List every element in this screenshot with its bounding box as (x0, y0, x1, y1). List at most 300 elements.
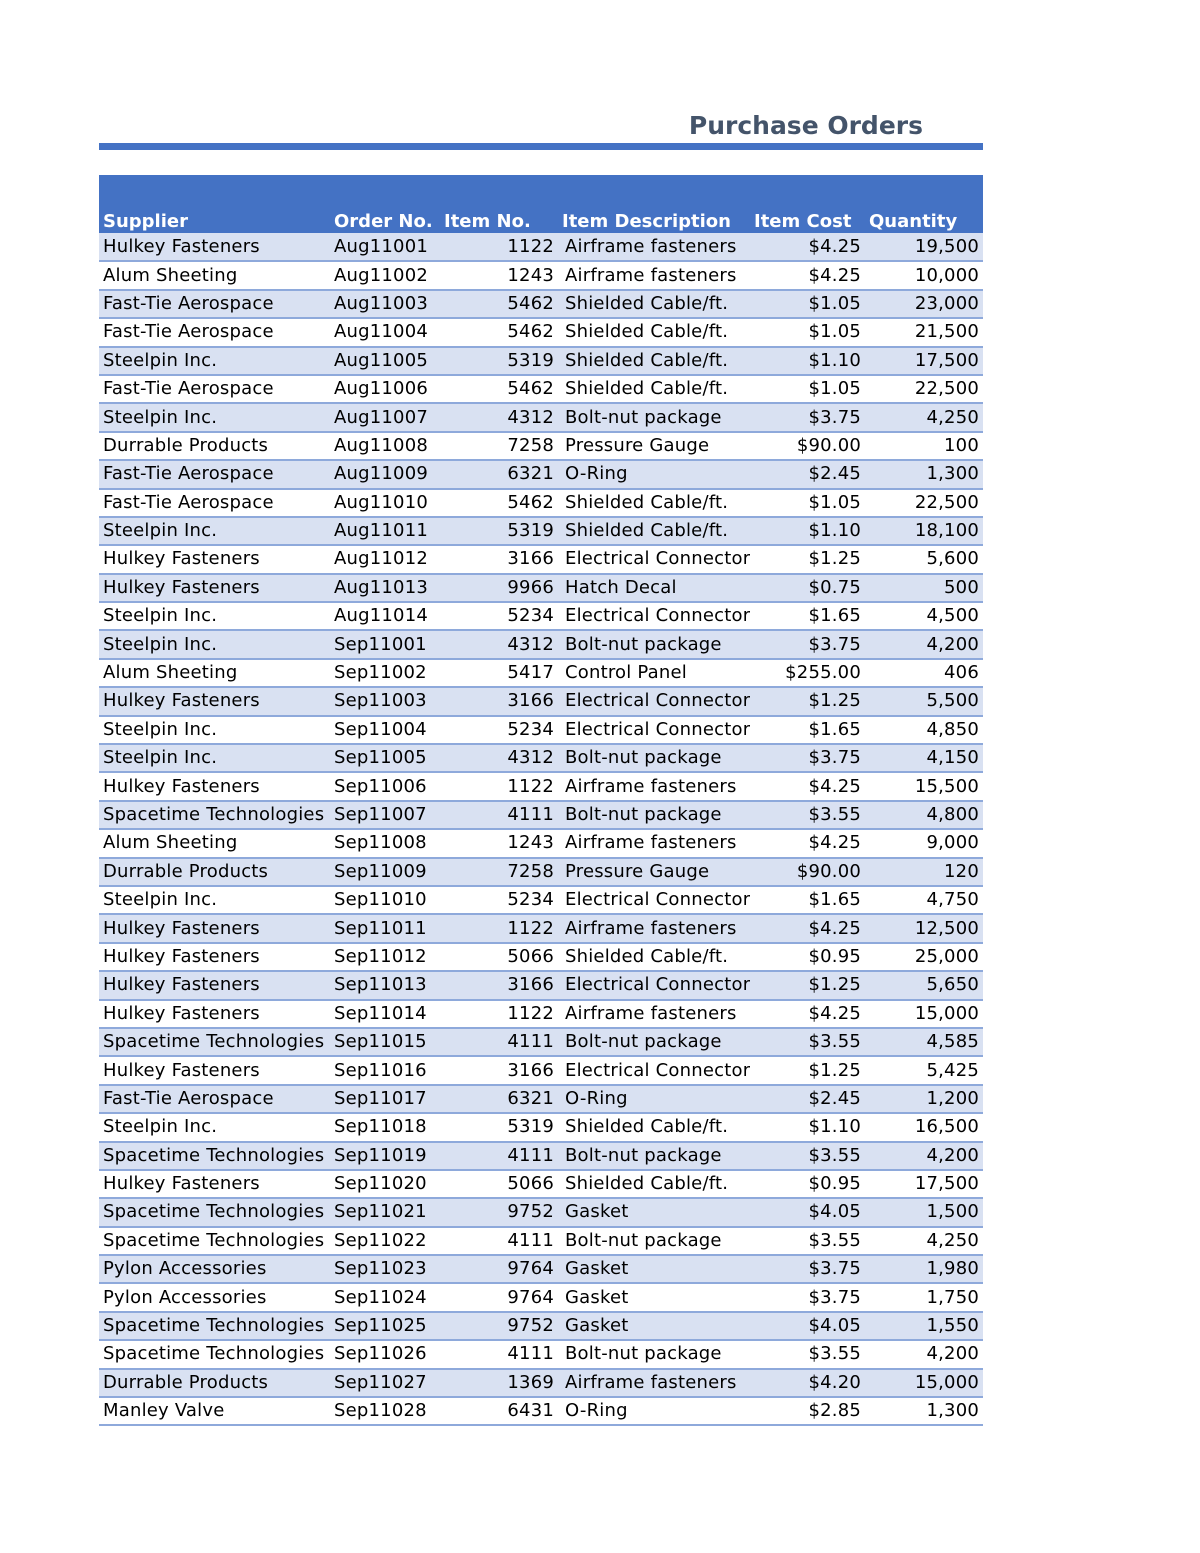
cell-item-cost[interactable]: $1.05 (750, 489, 865, 517)
cell-order-no[interactable]: Sep11004 (330, 716, 440, 744)
table-row (99, 687, 983, 715)
cell-item-no[interactable]: 7258 (440, 432, 558, 460)
cell-item-no[interactable]: 5462 (440, 489, 558, 517)
cell-item-cost[interactable]: $1.05 (750, 290, 865, 318)
cell-item-no[interactable]: 9966 (440, 574, 558, 602)
cell-item-no[interactable]: 5066 (440, 1170, 558, 1198)
cell-item-description[interactable]: Gasket (558, 1198, 750, 1226)
table-row (99, 347, 983, 375)
table-row (99, 772, 983, 800)
table-row (99, 1255, 983, 1283)
header-order-no[interactable]: Order No. (334, 211, 433, 232)
purchase-orders-table (99, 175, 983, 1426)
cell-item-cost[interactable]: $4.20 (750, 1369, 865, 1397)
cell-quantity[interactable]: 12,500 (865, 914, 983, 942)
table-row (99, 829, 983, 857)
cell-item-no[interactable]: 6431 (440, 1397, 558, 1425)
cell-order-no[interactable]: Aug11014 (330, 602, 440, 630)
cell-item-cost[interactable]: $1.65 (750, 886, 865, 914)
cell-item-no[interactable]: 5234 (440, 886, 558, 914)
cell-item-no[interactable]: 4111 (440, 1227, 558, 1255)
cell-supplier[interactable]: Alum Sheeting (99, 261, 330, 289)
cell-item-description[interactable]: Shielded Cable/ft. (558, 489, 750, 517)
title-rule (99, 143, 983, 150)
cell-quantity[interactable]: 5,600 (865, 545, 983, 573)
cell-item-cost[interactable]: $3.55 (750, 1028, 865, 1056)
cell-order-no[interactable]: Sep11028 (330, 1397, 440, 1425)
cell-item-description[interactable]: Electrical Connector (558, 687, 750, 715)
cell-order-no[interactable]: Sep11023 (330, 1255, 440, 1283)
table-row (99, 1283, 983, 1311)
cell-item-cost[interactable]: $0.95 (750, 1170, 865, 1198)
cell-quantity[interactable]: 4,150 (865, 744, 983, 772)
cell-item-no[interactable]: 4312 (440, 403, 558, 431)
cell-order-no[interactable]: Sep11022 (330, 1227, 440, 1255)
cell-item-description[interactable]: Shielded Cable/ft. (558, 375, 750, 403)
cell-item-description[interactable]: O-Ring (558, 1397, 750, 1425)
cell-supplier[interactable]: Steelpin Inc. (99, 716, 330, 744)
cell-quantity[interactable]: 4,500 (865, 602, 983, 630)
cell-item-no[interactable]: 1122 (440, 233, 558, 261)
cell-item-description[interactable]: Bolt-nut package (558, 801, 750, 829)
cell-supplier[interactable]: Hulkey Fasteners (99, 971, 330, 999)
cell-item-cost[interactable]: $255.00 (750, 659, 865, 687)
cell-item-description[interactable]: Control Panel (558, 659, 750, 687)
cell-supplier[interactable]: Spacetime Technologies (99, 1312, 330, 1340)
cell-order-no[interactable]: Sep11015 (330, 1028, 440, 1056)
header-supplier[interactable]: Supplier (103, 211, 188, 232)
cell-item-no[interactable]: 1122 (440, 772, 558, 800)
cell-supplier[interactable]: Spacetime Technologies (99, 1028, 330, 1056)
cell-supplier[interactable]: Spacetime Technologies (99, 1340, 330, 1368)
cell-item-cost[interactable]: $1.65 (750, 716, 865, 744)
cell-item-no[interactable]: 6321 (440, 1085, 558, 1113)
cell-item-cost[interactable]: $1.05 (750, 375, 865, 403)
cell-quantity[interactable]: 4,585 (865, 1028, 983, 1056)
cell-item-description[interactable]: Shielded Cable/ft. (558, 318, 750, 346)
cell-item-no[interactable]: 4111 (440, 1340, 558, 1368)
cell-item-cost[interactable]: $3.75 (750, 744, 865, 772)
cell-item-cost[interactable]: $4.25 (750, 829, 865, 857)
cell-item-description[interactable]: Shielded Cable/ft. (558, 1170, 750, 1198)
table-row (99, 489, 983, 517)
cell-quantity[interactable]: 21,500 (865, 318, 983, 346)
cell-order-no[interactable]: Sep11003 (330, 687, 440, 715)
cell-order-no[interactable]: Sep11006 (330, 772, 440, 800)
table-row (99, 574, 983, 602)
cell-item-cost[interactable]: $3.55 (750, 801, 865, 829)
cell-order-no[interactable]: Sep11005 (330, 744, 440, 772)
cell-quantity[interactable]: 4,200 (865, 1340, 983, 1368)
cell-item-cost[interactable]: $1.25 (750, 687, 865, 715)
cell-order-no[interactable]: Aug11005 (330, 347, 440, 375)
cell-item-description[interactable]: Airframe fasteners (558, 1000, 750, 1028)
cell-item-cost[interactable]: $2.45 (750, 1085, 865, 1113)
cell-quantity[interactable]: 25,000 (865, 943, 983, 971)
cell-item-no[interactable]: 5462 (440, 290, 558, 318)
cell-quantity[interactable]: 1,500 (865, 1198, 983, 1226)
cell-item-description[interactable]: Airframe fasteners (558, 1369, 750, 1397)
cell-order-no[interactable]: Sep11025 (330, 1312, 440, 1340)
cell-quantity[interactable]: 1,300 (865, 460, 983, 488)
cell-quantity[interactable]: 1,550 (865, 1312, 983, 1340)
cell-supplier[interactable]: Steelpin Inc. (99, 602, 330, 630)
cell-item-description[interactable]: Airframe fasteners (558, 233, 750, 261)
cell-item-cost[interactable]: $1.10 (750, 1113, 865, 1141)
cell-item-cost[interactable]: $2.85 (750, 1397, 865, 1425)
cell-supplier[interactable]: Spacetime Technologies (99, 1227, 330, 1255)
cell-item-description[interactable]: Electrical Connector (558, 886, 750, 914)
table-row (99, 432, 983, 460)
cell-quantity[interactable]: 18,100 (865, 517, 983, 545)
cell-item-description[interactable]: Airframe fasteners (558, 772, 750, 800)
cell-item-description[interactable]: Shielded Cable/ft. (558, 1113, 750, 1141)
cell-quantity[interactable]: 120 (865, 858, 983, 886)
table-row (99, 744, 983, 772)
cell-quantity[interactable]: 4,250 (865, 403, 983, 431)
table-row (99, 1113, 983, 1141)
table-header (99, 175, 983, 233)
cell-quantity[interactable]: 4,750 (865, 886, 983, 914)
cell-item-no[interactable]: 7258 (440, 858, 558, 886)
cell-order-no[interactable]: Aug11002 (330, 261, 440, 289)
cell-item-description[interactable]: O-Ring (558, 460, 750, 488)
cell-item-cost[interactable]: $4.25 (750, 914, 865, 942)
cell-item-description[interactable]: Bolt-nut package (558, 403, 750, 431)
cell-order-no[interactable]: Aug11006 (330, 375, 440, 403)
cell-item-cost[interactable]: $1.05 (750, 318, 865, 346)
table-row (99, 517, 983, 545)
cell-order-no[interactable]: Sep11014 (330, 1000, 440, 1028)
cell-item-description[interactable]: Electrical Connector (558, 545, 750, 573)
cell-quantity[interactable]: 23,000 (865, 290, 983, 318)
cell-quantity[interactable]: 22,500 (865, 375, 983, 403)
cell-order-no[interactable]: Sep11013 (330, 971, 440, 999)
cell-quantity[interactable]: 500 (865, 574, 983, 602)
cell-order-no[interactable]: Aug11010 (330, 489, 440, 517)
cell-order-no[interactable]: Sep11026 (330, 1340, 440, 1368)
cell-item-cost[interactable]: $1.25 (750, 545, 865, 573)
cell-item-no[interactable]: 5066 (440, 943, 558, 971)
cell-item-cost[interactable]: $3.75 (750, 1255, 865, 1283)
cell-supplier[interactable]: Steelpin Inc. (99, 403, 330, 431)
cell-order-no[interactable]: Sep11019 (330, 1142, 440, 1170)
cell-supplier[interactable]: Durrable Products (99, 432, 330, 460)
cell-supplier[interactable]: Steelpin Inc. (99, 517, 330, 545)
cell-item-no[interactable]: 9764 (440, 1255, 558, 1283)
cell-order-no[interactable]: Sep11012 (330, 943, 440, 971)
table-row (99, 1397, 983, 1425)
cell-item-description[interactable]: Bolt-nut package (558, 630, 750, 658)
cell-supplier[interactable]: Fast-Tie Aerospace (99, 460, 330, 488)
cell-item-no[interactable]: 1243 (440, 261, 558, 289)
cell-item-description[interactable]: Gasket (558, 1312, 750, 1340)
cell-item-no[interactable]: 4111 (440, 1028, 558, 1056)
cell-quantity[interactable]: 5,500 (865, 687, 983, 715)
cell-item-description[interactable]: Gasket (558, 1283, 750, 1311)
cell-order-no[interactable]: Aug11013 (330, 574, 440, 602)
cell-item-no[interactable]: 1122 (440, 1000, 558, 1028)
cell-item-cost[interactable]: $4.25 (750, 1000, 865, 1028)
cell-supplier[interactable]: Hulkey Fasteners (99, 687, 330, 715)
cell-item-description[interactable]: Shielded Cable/ft. (558, 290, 750, 318)
cell-item-cost[interactable]: $3.55 (750, 1340, 865, 1368)
cell-item-cost[interactable]: $4.25 (750, 772, 865, 800)
cell-quantity[interactable]: 100 (865, 432, 983, 460)
cell-quantity[interactable]: 15,500 (865, 772, 983, 800)
header-row (99, 175, 983, 233)
table-row (99, 375, 983, 403)
table-row (99, 1028, 983, 1056)
cell-item-cost[interactable]: $1.10 (750, 347, 865, 375)
cell-item-no[interactable]: 5234 (440, 716, 558, 744)
cell-item-description[interactable]: Pressure Gauge (558, 432, 750, 460)
cell-item-cost[interactable]: $2.45 (750, 460, 865, 488)
cell-order-no[interactable]: Aug11007 (330, 403, 440, 431)
cell-quantity[interactable]: 4,200 (865, 1142, 983, 1170)
cell-quantity[interactable]: 22,500 (865, 489, 983, 517)
cell-quantity[interactable]: 4,250 (865, 1227, 983, 1255)
header-item-cost[interactable]: Item Cost (754, 211, 852, 232)
cell-item-cost[interactable]: $1.65 (750, 602, 865, 630)
cell-quantity[interactable]: 16,500 (865, 1113, 983, 1141)
table-row (99, 261, 983, 289)
table-body (99, 233, 983, 1425)
cell-order-no[interactable]: Sep11008 (330, 829, 440, 857)
cell-item-cost[interactable]: $4.25 (750, 233, 865, 261)
cell-item-description[interactable]: Shielded Cable/ft. (558, 943, 750, 971)
cell-item-no[interactable]: 5319 (440, 347, 558, 375)
cell-order-no[interactable]: Sep11011 (330, 914, 440, 942)
cell-order-no[interactable]: Sep11002 (330, 659, 440, 687)
cell-supplier[interactable]: Hulkey Fasteners (99, 233, 330, 261)
cell-supplier[interactable]: Alum Sheeting (99, 659, 330, 687)
cell-item-description[interactable]: Shielded Cable/ft. (558, 517, 750, 545)
cell-item-description[interactable]: Electrical Connector (558, 971, 750, 999)
cell-item-no[interactable]: 3166 (440, 971, 558, 999)
cell-supplier[interactable]: Steelpin Inc. (99, 347, 330, 375)
cell-supplier[interactable]: Hulkey Fasteners (99, 1000, 330, 1028)
cell-item-description[interactable]: Airframe fasteners (558, 829, 750, 857)
cell-item-no[interactable]: 6321 (440, 460, 558, 488)
cell-quantity[interactable]: 4,850 (865, 716, 983, 744)
table-row (99, 659, 983, 687)
cell-item-cost[interactable]: $3.75 (750, 1283, 865, 1311)
cell-order-no[interactable]: Aug11011 (330, 517, 440, 545)
cell-quantity[interactable]: 9,000 (865, 829, 983, 857)
cell-item-no[interactable]: 5462 (440, 375, 558, 403)
cell-item-no[interactable]: 1122 (440, 914, 558, 942)
table-row (99, 545, 983, 573)
cell-item-cost[interactable]: $4.25 (750, 261, 865, 289)
cell-quantity[interactable]: 5,650 (865, 971, 983, 999)
cell-item-no[interactable]: 3166 (440, 1056, 558, 1084)
table-row (99, 914, 983, 942)
cell-item-description[interactable]: Bolt-nut package (558, 1340, 750, 1368)
table-row (99, 318, 983, 346)
cell-item-no[interactable]: 9752 (440, 1198, 558, 1226)
cell-item-description[interactable]: O-Ring (558, 1085, 750, 1113)
cell-quantity[interactable]: 15,000 (865, 1000, 983, 1028)
cell-order-no[interactable]: Aug11008 (330, 432, 440, 460)
cell-supplier[interactable]: Durrable Products (99, 1369, 330, 1397)
cell-supplier[interactable]: Fast-Tie Aerospace (99, 318, 330, 346)
header-quantity[interactable]: Quantity (869, 211, 958, 232)
table-row (99, 1369, 983, 1397)
cell-order-no[interactable]: Aug11004 (330, 318, 440, 346)
cell-supplier[interactable]: Hulkey Fasteners (99, 1170, 330, 1198)
cell-item-description[interactable]: Airframe fasteners (558, 261, 750, 289)
cell-item-cost[interactable]: $1.25 (750, 971, 865, 999)
cell-supplier[interactable]: Fast-Tie Aerospace (99, 1085, 330, 1113)
cell-quantity[interactable]: 4,200 (865, 630, 983, 658)
cell-supplier[interactable]: Spacetime Technologies (99, 1198, 330, 1226)
table-row (99, 1142, 983, 1170)
cell-item-no[interactable]: 4111 (440, 1142, 558, 1170)
cell-item-description[interactable]: Pressure Gauge (558, 858, 750, 886)
cell-item-cost[interactable]: $3.75 (750, 630, 865, 658)
cell-order-no[interactable]: Aug11012 (330, 545, 440, 573)
cell-quantity[interactable]: 1,300 (865, 1397, 983, 1425)
cell-supplier[interactable]: Hulkey Fasteners (99, 545, 330, 573)
cell-supplier[interactable]: Fast-Tie Aerospace (99, 489, 330, 517)
table-row (99, 1170, 983, 1198)
cell-item-description[interactable]: Bolt-nut package (558, 744, 750, 772)
cell-item-cost[interactable]: $0.75 (750, 574, 865, 602)
cell-item-no[interactable]: 9764 (440, 1283, 558, 1311)
cell-quantity[interactable]: 1,200 (865, 1085, 983, 1113)
cell-supplier[interactable]: Pylon Accessories (99, 1283, 330, 1311)
cell-quantity[interactable]: 17,500 (865, 1170, 983, 1198)
cell-supplier[interactable]: Hulkey Fasteners (99, 1056, 330, 1084)
table-row (99, 943, 983, 971)
cell-order-no[interactable]: Sep11018 (330, 1113, 440, 1141)
cell-item-no[interactable]: 1369 (440, 1369, 558, 1397)
cell-order-no[interactable]: Sep11009 (330, 858, 440, 886)
table-row (99, 1085, 983, 1113)
cell-supplier[interactable]: Steelpin Inc. (99, 1113, 330, 1141)
table-row (99, 886, 983, 914)
cell-supplier[interactable]: Hulkey Fasteners (99, 943, 330, 971)
cell-order-no[interactable]: Aug11003 (330, 290, 440, 318)
cell-item-description[interactable]: Shielded Cable/ft. (558, 347, 750, 375)
table-row (99, 1340, 983, 1368)
cell-order-no[interactable]: Sep11010 (330, 886, 440, 914)
header-item-no[interactable]: Item No. (444, 211, 531, 232)
cell-item-description[interactable]: Gasket (558, 1255, 750, 1283)
cell-quantity[interactable]: 1,980 (865, 1255, 983, 1283)
cell-item-cost[interactable]: $3.55 (750, 1142, 865, 1170)
cell-order-no[interactable]: Sep11001 (330, 630, 440, 658)
purchase-orders-table-container (99, 175, 983, 1426)
cell-item-no[interactable]: 5234 (440, 602, 558, 630)
cell-item-description[interactable]: Bolt-nut package (558, 1142, 750, 1170)
cell-order-no[interactable]: Aug11001 (330, 233, 440, 261)
table-row (99, 602, 983, 630)
cell-quantity[interactable]: 4,800 (865, 801, 983, 829)
cell-item-description[interactable]: Electrical Connector (558, 716, 750, 744)
cell-item-cost[interactable]: $90.00 (750, 432, 865, 460)
cell-item-description[interactable]: Electrical Connector (558, 602, 750, 630)
cell-item-cost[interactable]: $4.05 (750, 1198, 865, 1226)
cell-item-cost[interactable]: $1.25 (750, 1056, 865, 1084)
table-row (99, 460, 983, 488)
cell-item-no[interactable]: 4111 (440, 801, 558, 829)
cell-order-no[interactable]: Sep11007 (330, 801, 440, 829)
cell-supplier[interactable]: Hulkey Fasteners (99, 914, 330, 942)
cell-item-no[interactable]: 3166 (440, 545, 558, 573)
cell-order-no[interactable]: Sep11016 (330, 1056, 440, 1084)
cell-item-cost[interactable]: $0.95 (750, 943, 865, 971)
cell-item-no[interactable]: 5319 (440, 517, 558, 545)
cell-item-no[interactable]: 4312 (440, 744, 558, 772)
cell-supplier[interactable]: Alum Sheeting (99, 829, 330, 857)
cell-supplier[interactable]: Spacetime Technologies (99, 801, 330, 829)
table-row (99, 233, 983, 261)
cell-item-no[interactable]: 1243 (440, 829, 558, 857)
cell-item-no[interactable]: 3166 (440, 687, 558, 715)
cell-item-cost[interactable]: $1.10 (750, 517, 865, 545)
cell-order-no[interactable]: Sep11021 (330, 1198, 440, 1226)
cell-supplier[interactable]: Spacetime Technologies (99, 1142, 330, 1170)
cell-supplier[interactable]: Fast-Tie Aerospace (99, 290, 330, 318)
cell-order-no[interactable]: Aug11009 (330, 460, 440, 488)
cell-order-no[interactable]: Sep11017 (330, 1085, 440, 1113)
cell-supplier[interactable]: Manley Valve (99, 1397, 330, 1425)
cell-supplier[interactable]: Fast-Tie Aerospace (99, 375, 330, 403)
cell-supplier[interactable]: Steelpin Inc. (99, 886, 330, 914)
cell-item-no[interactable]: 4312 (440, 630, 558, 658)
cell-supplier[interactable]: Steelpin Inc. (99, 744, 330, 772)
cell-item-no[interactable]: 5462 (440, 318, 558, 346)
header-item-description[interactable]: Item Description (562, 211, 731, 232)
cell-item-cost[interactable]: $90.00 (750, 858, 865, 886)
cell-quantity[interactable]: 19,500 (865, 233, 983, 261)
cell-supplier[interactable]: Pylon Accessories (99, 1255, 330, 1283)
cell-item-description[interactable]: Electrical Connector (558, 1056, 750, 1084)
cell-quantity[interactable]: 15,000 (865, 1369, 983, 1397)
cell-supplier[interactable]: Durrable Products (99, 858, 330, 886)
cell-item-no[interactable]: 9752 (440, 1312, 558, 1340)
cell-quantity[interactable]: 1,750 (865, 1283, 983, 1311)
table-row (99, 1000, 983, 1028)
cell-supplier[interactable]: Steelpin Inc. (99, 630, 330, 658)
cell-item-description[interactable]: Bolt-nut package (558, 1227, 750, 1255)
cell-item-no[interactable]: 5417 (440, 659, 558, 687)
table-row (99, 971, 983, 999)
cell-item-description[interactable]: Hatch Decal (558, 574, 750, 602)
table-row (99, 290, 983, 318)
cell-item-description[interactable]: Bolt-nut package (558, 1028, 750, 1056)
cell-quantity[interactable]: 5,425 (865, 1056, 983, 1084)
page-title: Purchase Orders (688, 111, 923, 140)
cell-item-cost[interactable]: $3.55 (750, 1227, 865, 1255)
cell-quantity[interactable]: 406 (865, 659, 983, 687)
cell-order-no[interactable]: Sep11027 (330, 1369, 440, 1397)
cell-quantity[interactable]: 10,000 (865, 261, 983, 289)
cell-item-cost[interactable]: $4.05 (750, 1312, 865, 1340)
cell-supplier[interactable]: Hulkey Fasteners (99, 772, 330, 800)
table-row (99, 716, 983, 744)
table-row (99, 1198, 983, 1226)
cell-supplier[interactable]: Hulkey Fasteners (99, 574, 330, 602)
cell-order-no[interactable]: Sep11024 (330, 1283, 440, 1311)
cell-order-no[interactable]: Sep11020 (330, 1170, 440, 1198)
cell-item-cost[interactable]: $3.75 (750, 403, 865, 431)
cell-item-no[interactable]: 5319 (440, 1113, 558, 1141)
cell-item-description[interactable]: Airframe fasteners (558, 914, 750, 942)
cell-quantity[interactable]: 17,500 (865, 347, 983, 375)
